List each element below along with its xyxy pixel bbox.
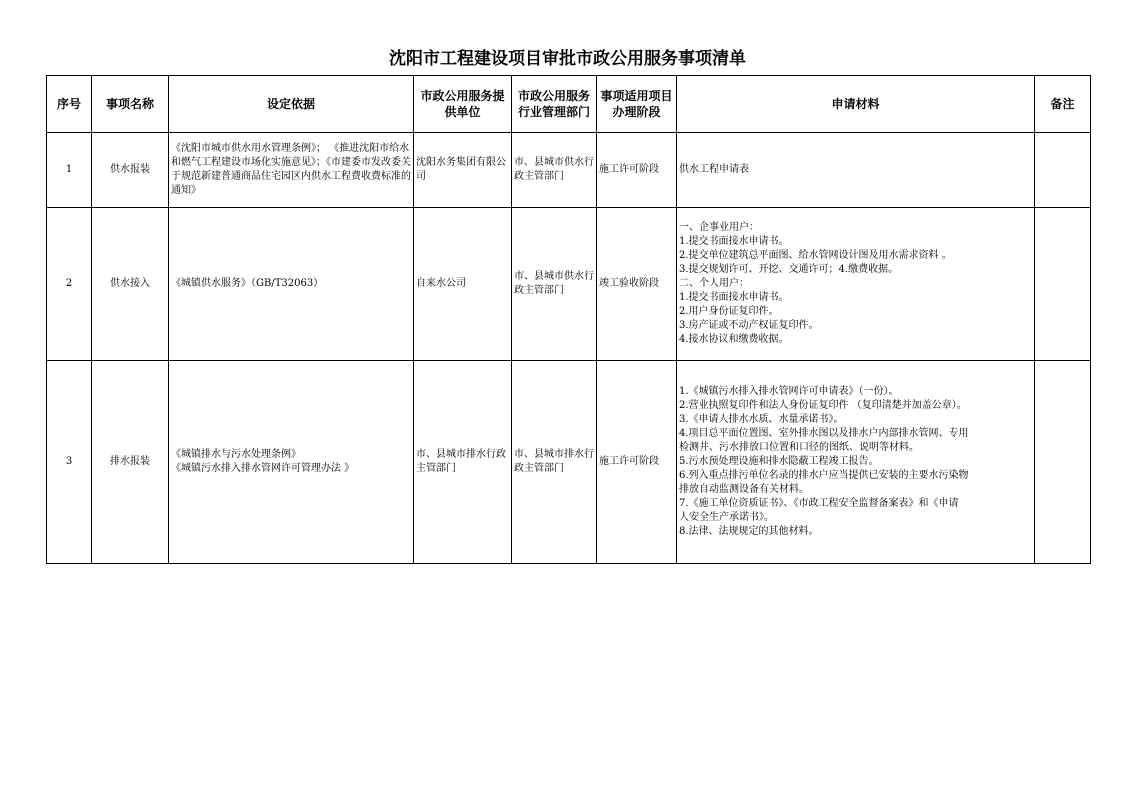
material-line: 2.提交单位建筑总平面图、给水管网设计图及用水需求资料 。 [679,250,952,261]
basis-line: 《城镇污水排入排水管网许可管理办法 》 [171,463,355,474]
header-remark: 备注 [1035,76,1091,133]
table-row [47,133,1091,208]
material-line: 2.用户身份证复印件。 [679,306,779,317]
table-header-row [47,76,1091,133]
material-line: 4.项目总平面位置图、室外排水图以及排水户内部排水管网、专用 [679,428,969,439]
row-basis: 《城镇供水服务》（GB/T32063） [169,208,414,361]
row-seq: 1 [47,133,92,208]
header-dept: 市政公用服务行业管理部门 [512,76,597,133]
material-line: 人安全生产承诺书》。 [679,512,774,523]
material-line: 1.提交书面接水申请书。 [679,292,789,303]
row-dept: 市、县城市供水行政主管部门 [512,208,597,361]
row-stage: 施工许可阶段 [597,361,677,564]
material-line: 5.污水预处理设施和排水隐蔽工程竣工报告。 [679,456,879,467]
table-row [47,208,1091,361]
material-line: 二、个人用户： [679,278,749,289]
row-stage: 施工许可阶段 [597,133,677,208]
row-basis [169,361,414,564]
material-line: 4.接水协议和缴费收据。 [679,334,789,345]
row-provider: 沈阳水务集团有限公司 [414,133,512,208]
row-dept: 市、县城市供水行政主管部门 [512,133,597,208]
page-title: 沈阳市工程建设项目审批市政公用服务事项清单 [389,49,746,69]
row-provider: 市、县城市排水行政主管部门 [414,361,512,564]
material-line: 1.提交书面接水申请书。 [679,236,789,247]
material-line: 7.《施工单位资质证书》、《市政工程安全监督备案表》和《申请 [679,498,959,509]
row-provider: 自来水公司 [414,208,512,361]
material-line: 3.房产证或不动产权证复印件。 [679,320,819,331]
service-items-table [46,75,1091,564]
row-name: 排水报装 [92,361,169,564]
row-materials [677,361,1035,564]
row-stage: 竣工验收阶段 [597,208,677,361]
row-dept: 市、县城市排水行政主管部门 [512,361,597,564]
row-materials: 供水工程申请表 [677,133,1035,208]
material-line: 一、企事业用户： [679,222,759,233]
header-basis: 设定依据 [169,76,414,133]
material-line: 6.列入重点排污单位名录的排水户应当提供已安装的主要水污染物 [679,470,969,481]
table-row [47,361,1091,564]
material-line: 检测井、污水排放口位置和口径的图纸、说明等材料。 [679,442,919,453]
material-line: 3.《申请人排水水质、水量承诺书》。 [679,414,844,425]
basis-line: 《城镇排水与污水处理条例》 [171,449,301,460]
row-name: 供水接入 [92,208,169,361]
material-line: 8.法律、法规规定的其他材料。 [679,526,819,537]
row-seq: 3 [47,361,92,564]
material-line: 1.《城镇污水排入排水管网许可申请表》（一份）。 [679,386,899,397]
row-materials [677,208,1035,361]
row-name: 供水报装 [92,133,169,208]
material-line: 2.营业执照复印件和法人身份证复印件 （复印清楚并加盖公章）。 [679,400,967,411]
row-remark [1035,208,1091,361]
row-remark [1035,361,1091,564]
material-line: 排放自动监测设备有关材料。 [679,484,809,495]
material-line: 3.提交规划许可、开挖、交通许可；4.缴费收据。 [679,264,899,275]
header-seq: 序号 [47,76,92,133]
header-provider: 市政公用服务提供单位 [414,76,512,133]
header-materials: 申请材料 [677,76,1035,133]
header-stage: 事项适用项目办理阶段 [597,76,677,133]
row-basis: 《沈阳市城市供水用水管理条例》； 《推进沈阳市给水和燃气工程建设市场化实施意见》；《市建委市发改委关于规范新建普通商品住宅园区内供水工程费收费标准的通知》 [169,133,414,208]
row-seq: 2 [47,208,92,361]
row-remark [1035,133,1091,208]
header-name: 事项名称 [92,76,169,133]
